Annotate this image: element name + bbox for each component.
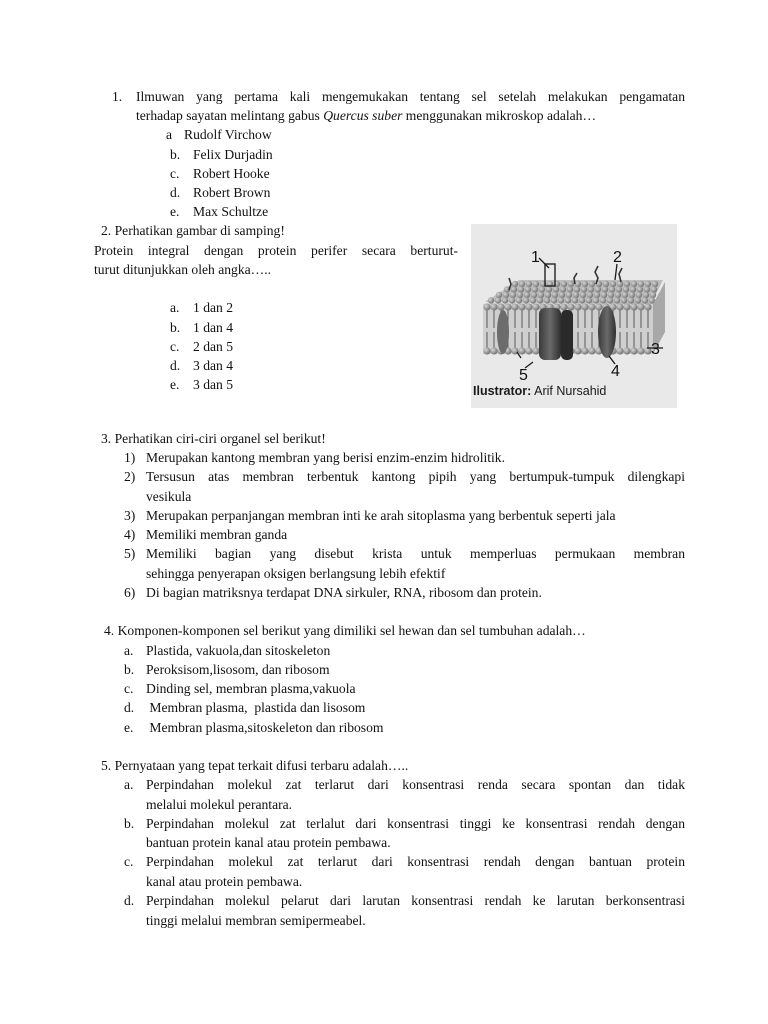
integral-protein-shape (539, 308, 561, 360)
q5-option-a-line-2: melalui molekul perantara. (146, 797, 293, 812)
question-2-line-1: Protein integral dengan protein perifer secara berturut- (94, 243, 458, 258)
question-4-heading: 4. Komponen-komponen sel berikut yang dimiliki sel hewan dan sel tumbuhan adalah… (104, 623, 586, 638)
question-2-heading: 2. Perhatikan gambar di samping! (101, 223, 285, 238)
q4-option-d: Membran plasma, plastida dan lisosom (146, 700, 366, 715)
q3-item-3-number: 3) (124, 508, 136, 523)
q2-option-a: 1 dan 2 (193, 300, 234, 315)
q3-item-4: Memiliki membran ganda (146, 527, 288, 542)
q1-option-a: Rudolf Virchow (184, 127, 272, 142)
q5-option-b-letter: b. (124, 816, 135, 831)
question-2-line-2: turut ditunjukkan oleh angka….. (94, 262, 272, 277)
q3-item-1-number: 1) (124, 450, 136, 465)
question-5-heading: 5. Pernyataan yang tepat terkait difusi terbaru adalah….. (101, 758, 409, 773)
q3-item-6: Di bagian matriksnya terdapat DNA sirkuler, RNA, ribosom dan protein. (146, 585, 542, 600)
q2-option-c: 2 dan 5 (193, 339, 234, 354)
q1-option-b-letter: b. (170, 147, 181, 162)
q3-item-2-number: 2) (124, 469, 136, 484)
q1-option-a-letter: a (166, 127, 173, 142)
q1-option-d: Robert Brown (193, 185, 271, 200)
q5-option-a-letter: a. (124, 777, 134, 792)
q4-option-b: Peroksisom,lisosom, dan ribosom (146, 662, 330, 677)
figure-label-4: 4 (611, 363, 620, 380)
q2-option-d-letter: d. (170, 358, 181, 373)
q4-option-c-letter: c. (124, 681, 134, 696)
q4-option-e: Membran plasma,sitoskeleton dan ribosom (146, 720, 384, 735)
cell-membrane-figure (471, 224, 677, 408)
q1-option-d-letter: d. (170, 185, 181, 200)
q4-option-c: Dinding sel, membran plasma,vakuola (146, 681, 356, 696)
q5-option-b-line-2: bantuan protein kanal atau protein pembawa. (146, 835, 391, 850)
q4-option-e-letter: e. (124, 720, 134, 735)
question-3-heading: 3. Perhatikan ciri-ciri organel sel berikut! (101, 431, 326, 446)
species-name: Quercus suber (323, 108, 403, 123)
q1-option-c: Robert Hooke (193, 166, 270, 181)
q3-item-1: Merupakan kantong membran yang berisi enzim-enzim hidrolitik. (146, 450, 505, 465)
q2-option-b: 1 dan 4 (193, 320, 234, 335)
q1-option-b: Felix Durjadin (193, 147, 273, 162)
q3-item-2-line-2: vesikula (146, 489, 192, 504)
q3-item-2-line-1: Tersusun atas membran terbentuk kantong pipih yang bertumpuk-tumpuk dilengkapi (146, 469, 685, 484)
illustrator-credit: Ilustrator: Arif Nursahid (473, 384, 607, 398)
question-1-line-1: Ilmuwan yang pertama kali mengemukakan tentang sel setelah melakukan pengamatan (136, 89, 685, 104)
q2-option-e-letter: e. (170, 377, 180, 392)
question-1-number: 1. (112, 89, 123, 104)
q2-option-d: 3 dan 4 (193, 358, 234, 373)
q5-option-c-line-2: kanal atau protein pembawa. (146, 874, 303, 889)
q5-option-c-line-1: Perpindahan molekul zat terlarut dari konsentrasi rendah dengan bantuan protein (146, 854, 685, 869)
q5-option-d-line-2: tinggi melalui membran semipermeabel. (146, 913, 366, 928)
cell-membrane-illustration (471, 224, 677, 408)
q3-item-5-number: 5) (124, 546, 136, 561)
q5-option-d-line-1: Perpindahan molekul pelarut dari larutan konsentrasi rendah ke larutan berkonsentrasi (146, 893, 685, 908)
q2-option-a-letter: a. (170, 300, 180, 315)
figure-label-3: 3 (651, 341, 660, 358)
q1-option-e-letter: e. (170, 204, 180, 219)
q1-option-e: Max Schultze (193, 204, 269, 219)
q1-option-c-letter: c. (170, 166, 180, 181)
q5-option-a-line-1: Perpindahan molekul zat terlarut dari konsentrasi renda secara spontan dan tidak (146, 777, 685, 792)
q3-item-4-number: 4) (124, 527, 136, 542)
figure-label-1: 1 (531, 249, 540, 266)
q2-option-e: 3 dan 5 (193, 377, 234, 392)
q2-option-b-letter: b. (170, 320, 181, 335)
q5-option-d-letter: d. (124, 893, 135, 908)
q2-option-c-letter: c. (170, 339, 180, 354)
q3-item-6-number: 6) (124, 585, 136, 600)
figure-label-2: 2 (613, 249, 622, 266)
q4-option-a-letter: a. (124, 643, 134, 658)
q3-item-3: Merupakan perpanjangan membran inti ke arah sitoplasma yang berbentuk seperti jala (146, 508, 616, 523)
q3-item-5-line-1: Memiliki bagian yang disebut krista untuk memperluas permukaan membran (146, 546, 685, 561)
q4-option-b-letter: b. (124, 662, 135, 677)
q5-option-c-letter: c. (124, 854, 134, 869)
q3-item-5-line-2: sehingga penyerapan oksigen berlangsung lebih efektif (146, 566, 446, 581)
q5-option-b-line-1: Perpindahan molekul zat terlalut dari konsentrasi tinggi ke konsentrasi rendah dengan (146, 816, 685, 831)
figure-label-5: 5 (519, 367, 528, 384)
q4-option-d-letter: d. (124, 700, 135, 715)
question-1-line-2: terhadap sayatan melintang gabus Quercus suber menggunakan mikroskop adalah… (136, 108, 597, 123)
q4-option-a: Plastida, vakuola,dan sitoskeleton (146, 643, 331, 658)
